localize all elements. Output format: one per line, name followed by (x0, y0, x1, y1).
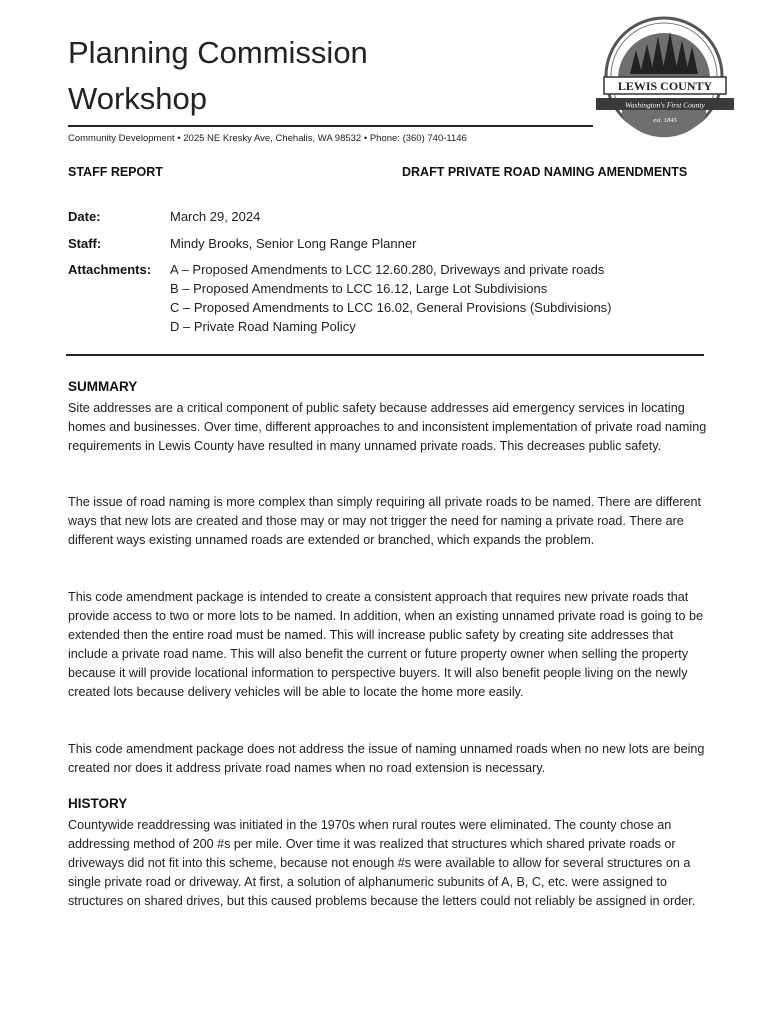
summary-paragraph: Site addresses are a critical component of public safety because addresses aid emergency services in locating homes and businesses. Over time, different approaches to and inconsistent implementation of private road naming requirements in Lewis County have resulted in many unnamed private roads. This decreases public safety. (68, 401, 707, 453)
report-type: STAFF REPORT (68, 165, 163, 179)
date-value: March 29, 2024 (170, 209, 261, 224)
attachment-item: D – Private Road Naming Policy (170, 319, 356, 334)
contact-line: Community Development • 2025 NE Kresky Ave, Chehalis, WA 98532 • Phone: (360) 740-1146 (68, 133, 467, 144)
attachment-item: C – Proposed Amendments to LCC 16.02, General Provisions (Subdivisions) (170, 300, 612, 315)
summary-paragraph: This code amendment package does not address the issue of naming unnamed roads when no new lots are being created nor does it address private road names when no road extension is necessary. (68, 742, 705, 775)
summary-paragraph: The issue of road naming is more complex than simply requiring all private roads to be named. There are different ways that new lots are created and those may or may not trigger the need for naming a private road. There are different ways existing unnamed roads are extended or branched, which expands the problem. (68, 495, 702, 547)
attachment-item: A – Proposed Amendments to LCC 12.60.280, Driveways and private roads (170, 262, 605, 277)
header-divider (68, 125, 593, 127)
staff-label: Staff: (68, 236, 102, 251)
title-line-2: Workshop (68, 81, 207, 116)
county-seal-logo (596, 14, 734, 138)
history-paragraph: Countywide readdressing was initiated in the 1970s when rural routes were eliminated. The county chose an addressing method of 200 #s per mile. Over time it was realized that structures which shared private roads or driveways did not fit into this scheme, because not enough #s were available to allow for several structures on a single private road or driveway. At first, a solution of alphanumeric subunits of A, B, C, etc. were assigned to structures on shared drives, but this caused problems because the letters could not reliably be assigned in order. (68, 818, 696, 908)
title-line-1: Planning Commission (68, 35, 368, 70)
seal-name: LEWIS COUNTY (617, 79, 713, 93)
section-divider (66, 354, 704, 356)
attachment-item: B – Proposed Amendments to LCC 16.12, Large Lot Subdivisions (170, 281, 548, 296)
report-subject: DRAFT PRIVATE ROAD NAMING AMENDMENTS (402, 165, 688, 179)
history-heading: HISTORY (68, 796, 128, 811)
seal-motto: Washington's First County (625, 100, 705, 110)
date-label: Date: (68, 209, 101, 224)
page-title (68, 30, 368, 122)
seal-est: est. 1845 (653, 117, 677, 124)
attachments-label: Attachments: (68, 262, 152, 277)
staff-value: Mindy Brooks, Senior Long Range Planner (170, 236, 417, 251)
summary-paragraph: This code amendment package is intended to create a consistent approach that requires new private roads that provide access to two or more lots to be named. In addition, when an existing unnamed private road is going to be extended then the entire road must be named. This will increase public safety by creating site addresses that include a private road name. This will also benefit the current or future property owner when selling the property because it will provide locational information to perspective buyers. It will also benefit people living on the newly created lots because delivery vehicles will be able to locate the home more easily. (68, 590, 703, 699)
summary-heading: SUMMARY (68, 379, 138, 394)
